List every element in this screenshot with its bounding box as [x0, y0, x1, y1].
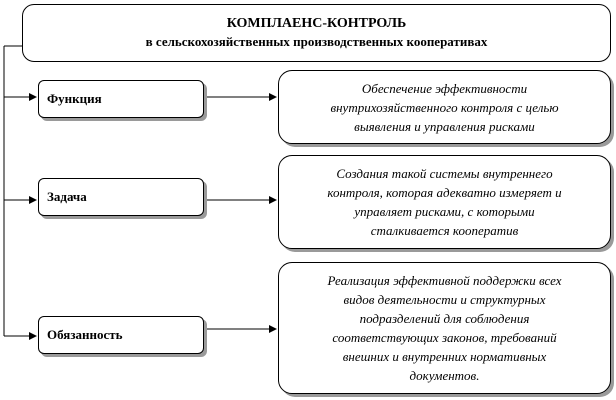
duty-description-line: Реализация эффективной поддержки всех: [327, 273, 562, 288]
function-label: Функция: [47, 91, 102, 106]
task-description-line: Создания такой системы внутреннего: [336, 166, 553, 181]
title-heading: КОМПЛАЕНС-КОНТРОЛЬ: [226, 16, 407, 31]
function-description-line: внутрихозяйственного контроля с целью: [330, 99, 559, 115]
duty-label: Обязанность: [47, 327, 123, 342]
function-description-line: Обеспечение эффективности: [361, 80, 528, 96]
duty-label-box: [38, 316, 204, 354]
duty-description-box: [278, 262, 611, 394]
duty-description-line: видов деятельности и структурных: [343, 292, 546, 307]
title-box: [22, 4, 611, 62]
function-description-line: выявления и управления рисками: [354, 118, 535, 134]
task-description-box: [278, 155, 611, 249]
duty-description-line: соответствующих законов, требований: [332, 330, 557, 345]
task-description-line: контроля, которая адекватно измеряет и: [327, 185, 562, 200]
task-description-line: сталкивается кооператив: [370, 223, 519, 238]
duty-description-line: подразделений для соблюдения: [359, 311, 530, 326]
function-label-box: [38, 80, 204, 118]
function-description-box: [278, 70, 611, 144]
task-label-box: [38, 178, 204, 216]
title-subheading: в сельскохозяйственных производственных кооперативах: [145, 34, 488, 49]
duty-description-line: внешних и внутренних нормативных: [342, 349, 547, 364]
task-description-line: управляет рисками, с которыми: [354, 204, 535, 219]
task-label: Задача: [47, 189, 87, 204]
duty-description-line: документов.: [409, 368, 480, 383]
